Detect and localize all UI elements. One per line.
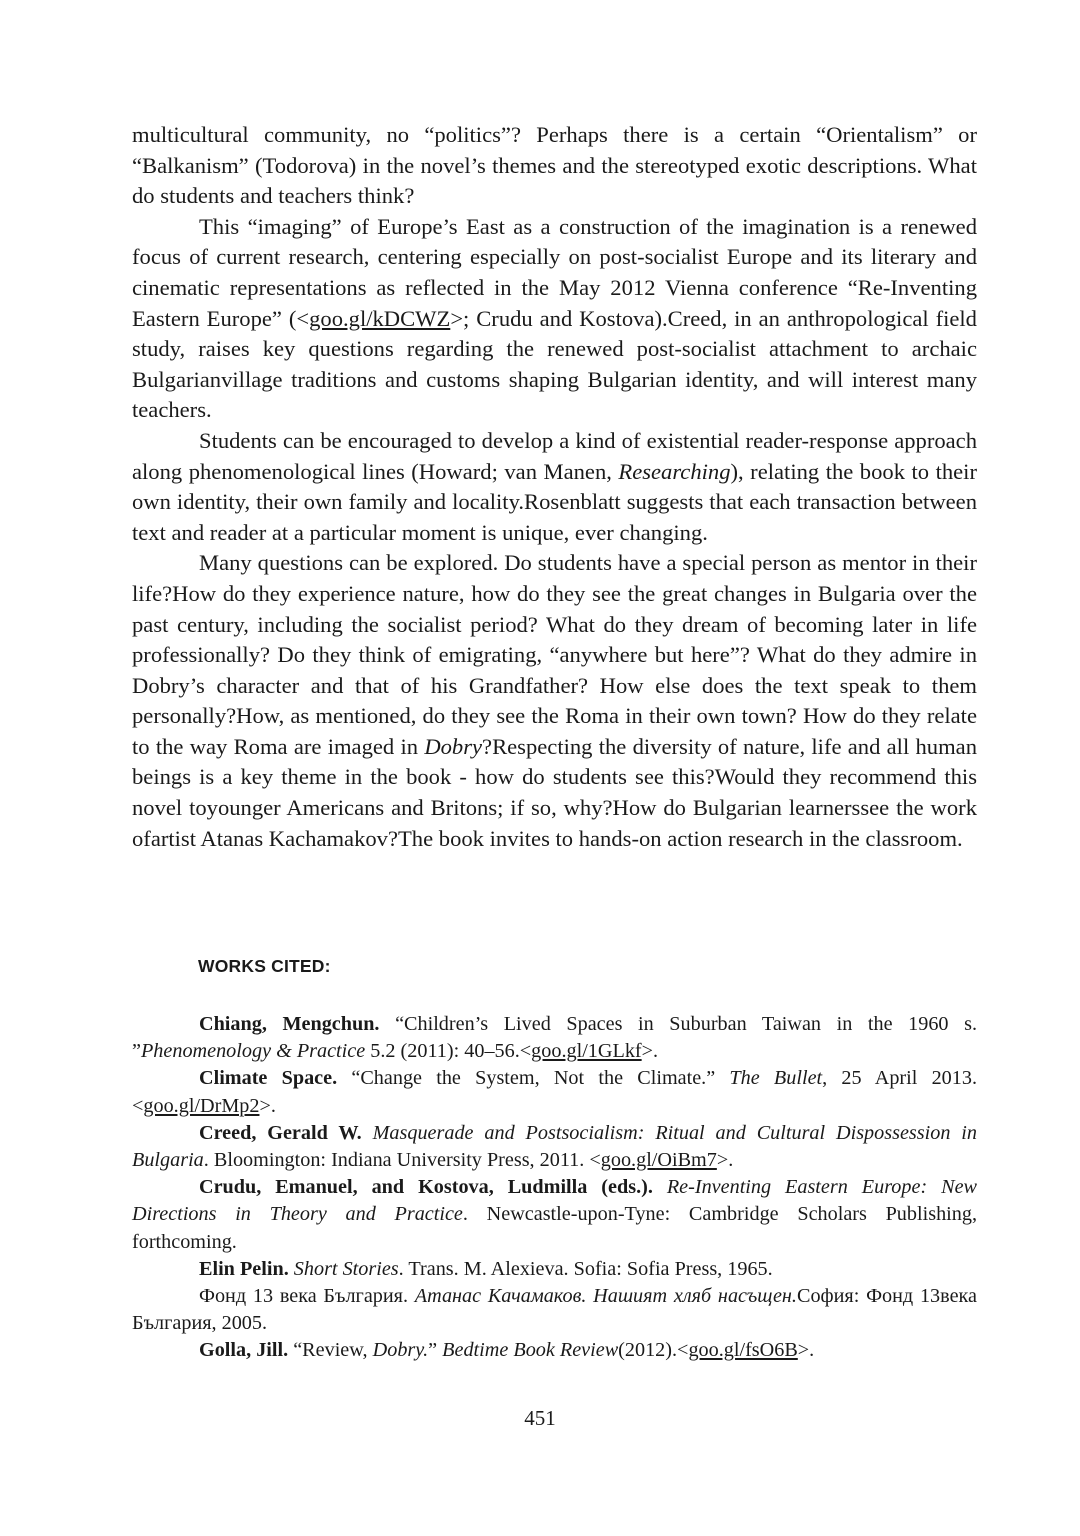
reference-entry: Chiang, Mengchun. “Children’s Lived Spaces in Suburban Taiwan in the 1960 s. ”Phenomenology & Practice 5.2 (2011): 40–56.<goo.gl/1GLkf>.: [132, 1013, 977, 1063]
reference-entry: Climate Space. “Change the System, Not the Climate.” The Bullet, 25 April 2013.<goo.gl/DrMp2>.: [132, 1067, 978, 1117]
paragraph-4: Many questions can be explored. Do students have a special person as mentor in their life?How do they experience nature, how do they see the great changes in Bulgaria over the past century, including the socialist period? What do they dream of becoming later in life professionally? Do they think of emigrating, “anywhere but here”? What do they admire in Dobry’s character and that of his Grandfather? How else does the text speak to them personally?How, as mentioned, do they see the Roma in their own town? How do they relate to the way Roma are imaged in Dobry?Respecting the diversity of nature, life and all human beings is a key theme in the book - how do students see this?Would they recommend this novel toyounger Americans and Britons; if so, why?How do Bulgarian learnerssee the work ofartist Atanas Kachamakov?The book invites to hands-on action research in the classroom.: [132, 550, 977, 851]
link-fso6b[interactable]: goo.gl/fsO6B: [688, 1339, 798, 1362]
works-cited-list: [132, 1011, 977, 1365]
paragraph-2: This “imaging” of Europe’s East as a construction of the imagination is a renewed focus of current research, centering especially on post-socialist Europe and its literary and cinematic representations as reflected in the May 2012 Vienna conference “Re-Inventing Eastern Europe” (<goo.gl/kDCWZ>; Crudu and Kostova).Creed, in an anthropological field study, raises key questions regarding the renewed post-socialist attachment to archaic Bulgarianvillage traditions and customs shaping Bulgarian identity, and will interest many teachers.: [132, 213, 977, 423]
reference-entry: Creed, Gerald W. Masquerade and Postsocialism: Ritual and Cultural Dispossession in Bulgaria. Bloomington: Indiana University Press, 2011. <goo.gl/OiBm7>.: [132, 1121, 978, 1172]
link-drmp2[interactable]: goo.gl/DrMp2: [143, 1094, 260, 1117]
link-1glkf[interactable]: goo.gl/1GLkf: [531, 1040, 642, 1063]
works-cited-heading: WORKS CITED:: [198, 956, 331, 976]
paragraph-3: Students can be encouraged to develop a kind of existential reader-response approach along phenomenological lines (Howard; van Manen, Researching), relating the book to their own identity, their own family and locality.Rosenblatt suggests that each transaction between text and reader at a particular moment is unique, ever changing.: [132, 427, 977, 545]
reference-entry: Elin Pelin. Short Stories. Trans. M. Alexieva. Sofia: Sofia Press, 1965.: [199, 1257, 773, 1280]
page-number: 451: [524, 1406, 556, 1430]
reference-entry: Crudu, Emanuel, and Kostova, Ludmilla (eds.). Re-Inventing Eastern Europe: New Directions in Theory and Practice. Newcastle-upon-Tyne: Cambridge Scholars Publishing, forthcoming.: [132, 1176, 978, 1253]
paragraph-1: multicultural community, no “politics”? Perhaps there is a certain “Orientalism” or “Balkanism” (Todorova) in the novel’s themes and the stereotyped exotic descriptions. What do students and teachers think?: [132, 122, 977, 209]
link-oibm7[interactable]: goo.gl/OiBm7: [600, 1149, 717, 1172]
reference-entry: Фонд 13 века България. Атанас Качамаков. Нашият хляб насъщен.София: Фонд 13века България, 2005.: [132, 1285, 977, 1335]
link-kdcwz[interactable]: goo.gl/kDCWZ: [309, 305, 451, 331]
reference-entry: Golla, Jill. “Review, Dobry.” Bedtime Book Review(2012).<goo.gl/fsO6B>.: [199, 1339, 815, 1362]
body-text: [132, 120, 977, 854]
